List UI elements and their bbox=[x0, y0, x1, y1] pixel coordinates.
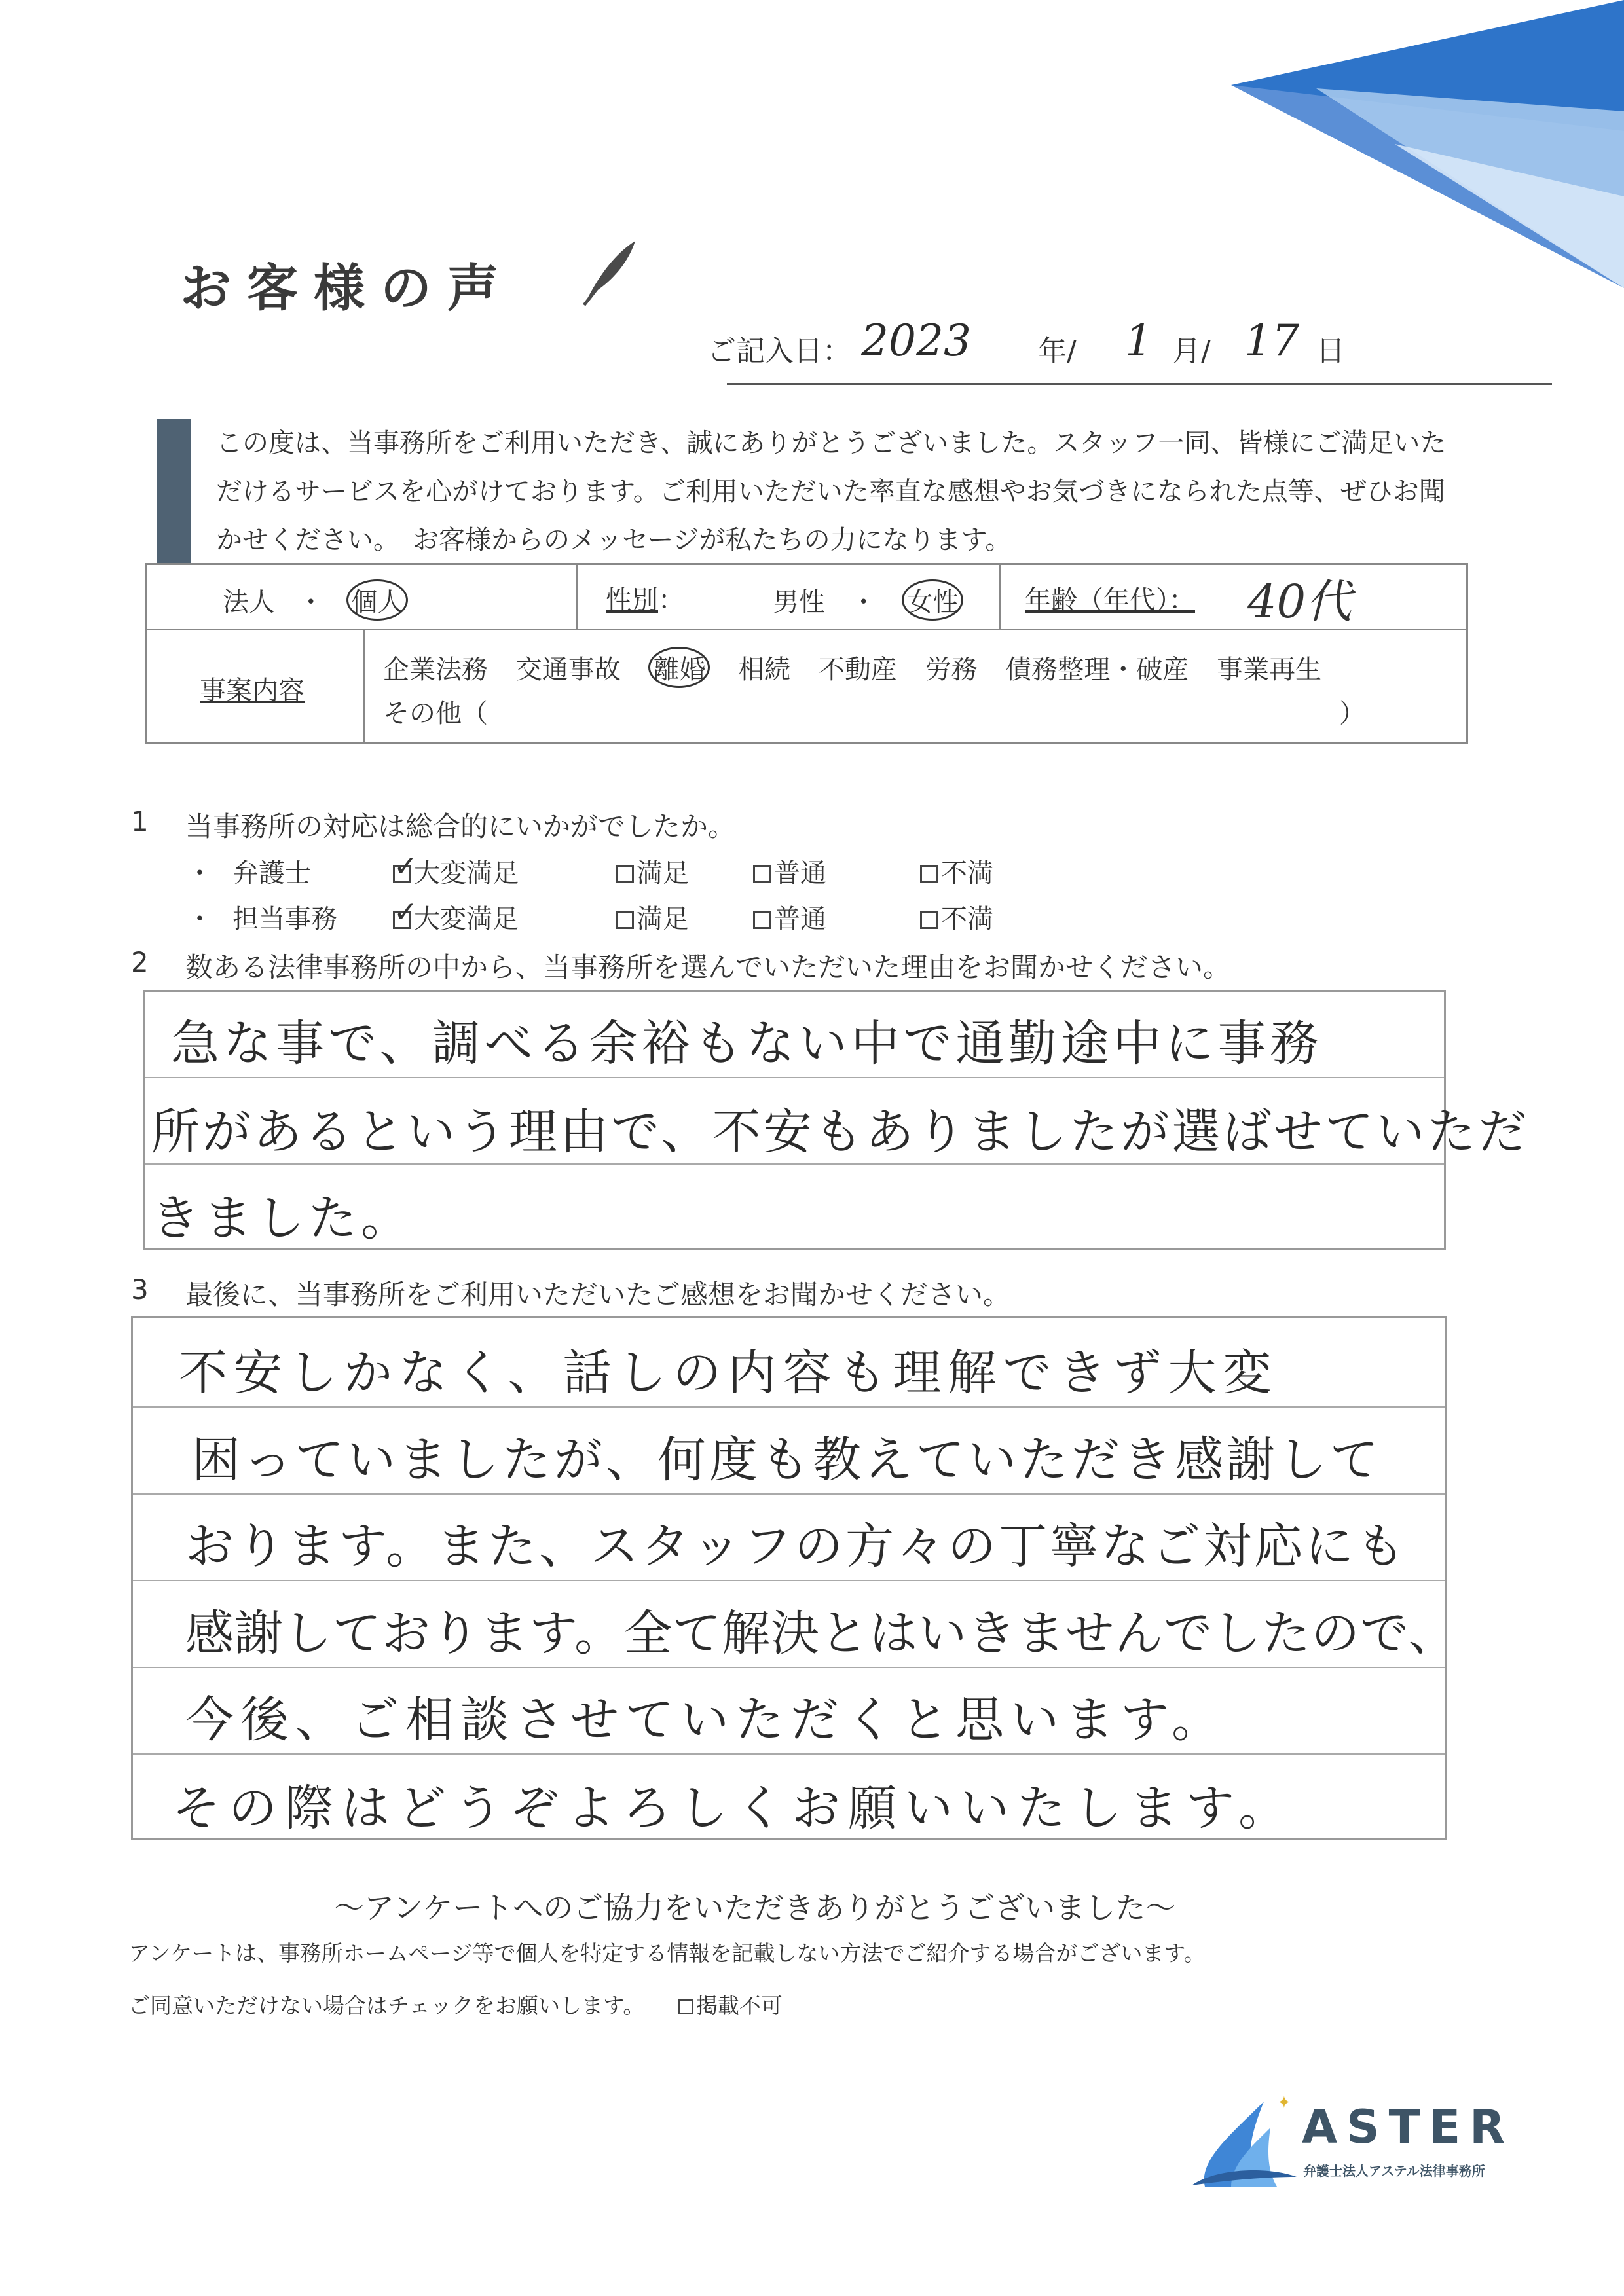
q2-answer-line: 急な事で、調べる余裕もない中で通勤途中に事務 bbox=[171, 1015, 1323, 1072]
q3-answer-line: 困っていましたが、何度も教えていただき感謝して bbox=[192, 1432, 1382, 1488]
gender-label: 性別 bbox=[606, 585, 658, 615]
checkbox-icon bbox=[920, 911, 938, 929]
info-table bbox=[145, 563, 1468, 744]
intro-text: この度は、当事務所をご利用いただき、誠にありがとうございました。スタッフ一同、皆様にご満足いただけるサービスを心がけております。ご利用いただいた率直な感想やお気づきになられた点等、ぜひお聞かせください。 お客様からのメッセージが私たちの力になります。 bbox=[216, 428, 1447, 555]
publication-note: アンケートは、事務所ホームページ等で個人を特定する情報を記載しない方法でご紹介する場合がございます。 bbox=[128, 1941, 1206, 1966]
q2-text: 数ある法律事務所の中から、当事務所を選んでいただいた理由をお聞かせください。 bbox=[185, 951, 1231, 983]
case-debt-bankruptcy[interactable]: 債務整理・破産 bbox=[1005, 655, 1189, 685]
q3-answer-line: 感謝しております。全て解決とはいきませんでしたので、 bbox=[185, 1605, 1458, 1662]
separator-dot: ・ bbox=[297, 587, 324, 617]
individual-option-selected[interactable]: 個人 bbox=[346, 579, 408, 621]
quill-icon bbox=[576, 236, 642, 308]
q1-lawyer-dissatisfied[interactable]: 不満 bbox=[920, 852, 993, 890]
q3-answer-line: その際はどうぞよろしくお願いいたします。 bbox=[172, 1780, 1295, 1836]
checkbox-icon bbox=[753, 865, 771, 883]
date-month-value: 1 bbox=[1125, 316, 1153, 366]
date-year-value: 2023 bbox=[861, 316, 971, 366]
q3-answer-box[interactable] bbox=[131, 1316, 1458, 1840]
q1-row-lawyer-label: 弁護士 bbox=[232, 858, 311, 888]
q1-row-bullet: ・ bbox=[187, 904, 213, 934]
q1-lawyer-satisfied[interactable]: 満足 bbox=[616, 852, 689, 890]
case-inheritance[interactable]: 相続 bbox=[738, 655, 791, 685]
male-option[interactable]: 男性 bbox=[773, 587, 825, 617]
day-label: 日 bbox=[1316, 335, 1345, 368]
q2-number: 2 bbox=[131, 946, 149, 978]
corner-decoration bbox=[1231, 0, 1624, 288]
case-traffic-accident[interactable]: 交通事故 bbox=[515, 655, 621, 685]
case-corporate-law[interactable]: 企業法務 bbox=[383, 655, 488, 685]
age-label: 年齢（年代）： bbox=[1025, 585, 1195, 615]
aster-logo-icon bbox=[1192, 2088, 1303, 2193]
logo-subtitle: 弁護士法人アステル法律事務所 bbox=[1303, 2163, 1485, 2179]
separator-dot: ・ bbox=[850, 587, 877, 617]
case-divorce-selected[interactable]: 離婚 bbox=[648, 647, 710, 688]
date-underline bbox=[727, 383, 1552, 385]
case-labor[interactable]: 労務 bbox=[925, 655, 978, 685]
case-label: 事案内容 bbox=[200, 676, 304, 706]
checkbox-icon bbox=[753, 911, 771, 929]
checkbox-icon bbox=[920, 865, 938, 883]
q3-answer-line: 不安しかなく、話しの内容も理解できず大変 bbox=[179, 1345, 1278, 1401]
q1-staff-very-satisfied[interactable]: ✓ 大変満足 bbox=[393, 898, 519, 936]
age-value: 40代 bbox=[1247, 575, 1352, 629]
q1-lawyer-normal[interactable]: 普通 bbox=[753, 852, 826, 890]
checkbox-icon bbox=[616, 911, 634, 929]
corp-option[interactable]: 法人 bbox=[223, 587, 275, 617]
page-title: お客様の声 bbox=[180, 259, 515, 318]
q1-staff-dissatisfied[interactable]: 不満 bbox=[920, 898, 993, 936]
logo-wordmark: ASTER bbox=[1302, 2100, 1515, 2154]
q1-staff-normal[interactable]: 普通 bbox=[753, 898, 826, 936]
q2-answer-line: 所があるという理由で、不安もありましたが選ばせていただ bbox=[151, 1104, 1530, 1160]
month-label: 月/ bbox=[1172, 335, 1211, 368]
case-real-estate[interactable]: 不動産 bbox=[818, 655, 897, 685]
q1-text: 当事務所の対応は総合的にいかがでしたか。 bbox=[185, 811, 736, 843]
year-label: 年/ bbox=[1038, 335, 1077, 368]
checkbox-checked-icon bbox=[393, 911, 411, 929]
q3-answer-line: おります。また、スタッフの方々の丁寧なご対応にも bbox=[185, 1518, 1408, 1575]
q3-number: 3 bbox=[131, 1273, 149, 1305]
checkbox-icon bbox=[616, 865, 634, 883]
case-other-close: ） bbox=[1339, 699, 1365, 729]
q2-answer-box[interactable] bbox=[143, 990, 1530, 1250]
q2-answer-line: きました。 bbox=[151, 1190, 413, 1247]
intro-accent-bar bbox=[157, 419, 191, 563]
date-label: ご記入日： bbox=[707, 335, 851, 368]
q3-text: 最後に、当事務所をご利用いただいたご感想をお聞かせください。 bbox=[185, 1279, 1011, 1311]
case-business-revival[interactable]: 事業再生 bbox=[1217, 655, 1322, 685]
q1-lawyer-very-satisfied[interactable]: ✓ 大変満足 bbox=[393, 852, 519, 890]
date-day-value: 17 bbox=[1244, 316, 1299, 366]
q1-row-staff-label: 担当事務 bbox=[232, 904, 337, 934]
q3-answer-line: 今後、ご相談させていただくと思います。 bbox=[185, 1692, 1227, 1748]
consent-note: ご同意いただけない場合はチェックをお願いします。 掲載不可 bbox=[128, 1993, 783, 2018]
checkbox-checked-icon bbox=[393, 865, 411, 883]
svg-text:✦: ✦ bbox=[1277, 2093, 1291, 2113]
q1-staff-satisfied[interactable]: 満足 bbox=[616, 898, 689, 936]
no-publish-checkbox[interactable]: 掲載不可 bbox=[678, 1993, 783, 2018]
q1-number: 1 bbox=[131, 805, 149, 837]
checkbox-icon bbox=[678, 1999, 693, 2014]
female-option-selected[interactable]: 女性 bbox=[902, 579, 963, 621]
thanks-message: 〜アンケートへのご協力をいただきありがとうございました〜 bbox=[334, 1890, 1176, 1925]
q1-row-bullet: ・ bbox=[187, 858, 213, 888]
case-other[interactable]: その他（ bbox=[383, 699, 488, 729]
gender-colon: ： bbox=[658, 585, 684, 615]
